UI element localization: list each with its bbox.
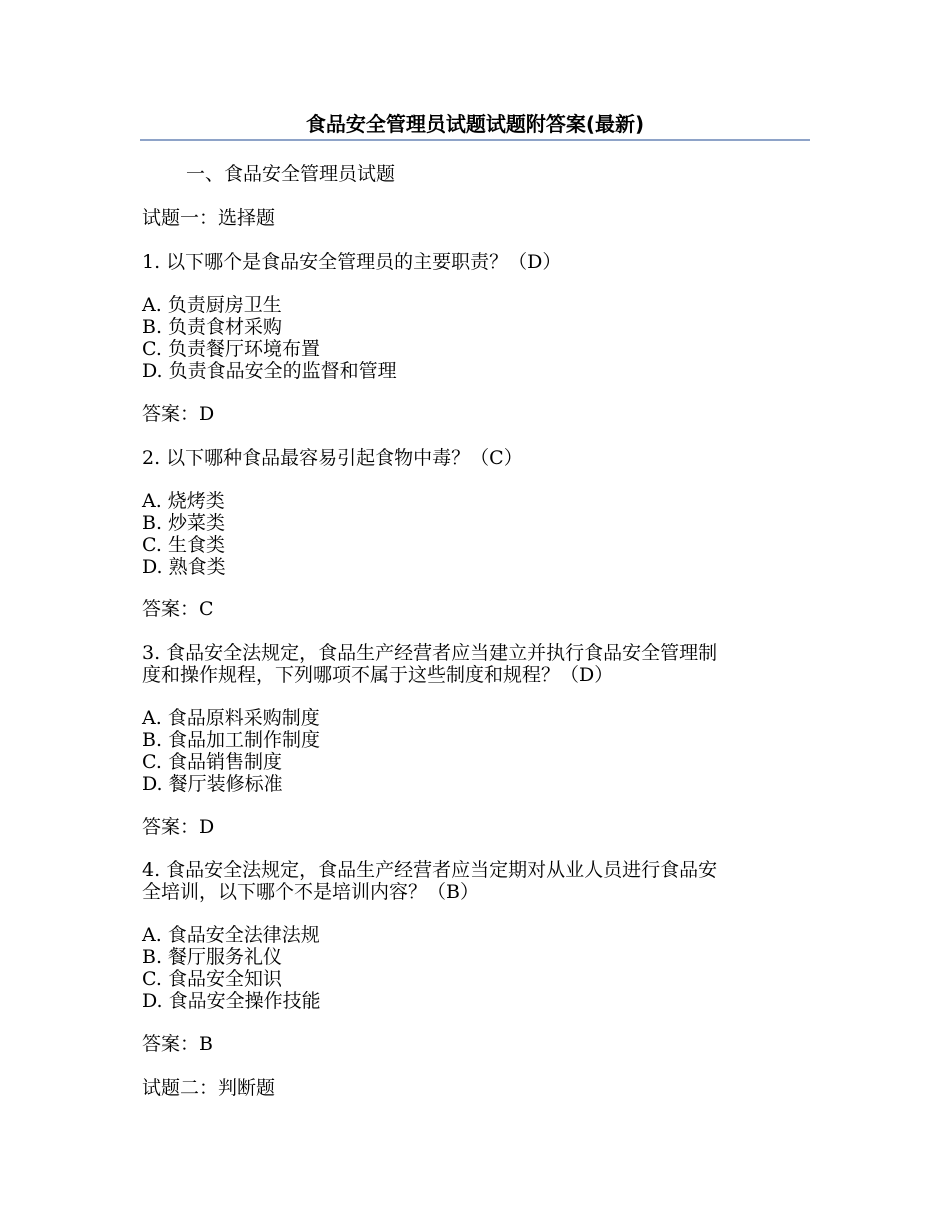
option: A. 负责厨房卫生: [142, 294, 282, 316]
title-underline: [140, 139, 810, 141]
question-2-stem: 2. 以下哪种食品最容易引起食物中毒？（C）: [142, 447, 523, 469]
option: C. 食品安全知识: [142, 968, 282, 990]
question-3-stem: [142, 642, 717, 686]
option: D. 餐厅装修标准: [142, 773, 283, 795]
option: A. 食品原料采购制度: [142, 707, 320, 729]
stem-line: 全培训，以下哪个不是培训内容？（B）: [142, 881, 479, 903]
option: A. 烧烤类: [142, 490, 225, 512]
option: B. 炒菜类: [142, 512, 226, 534]
question-4-stem: [142, 859, 717, 903]
question-1-answer: 答案：D: [142, 403, 215, 425]
question-1-options: [142, 294, 397, 382]
part1-heading: 试题一：选择题: [142, 207, 276, 229]
question-3-answer: 答案：D: [142, 816, 215, 838]
option: C. 食品销售制度: [142, 751, 282, 773]
option: B. 负责食材采购: [142, 316, 283, 338]
option: C. 生食类: [142, 534, 225, 556]
option: C. 负责餐厅环境布置: [142, 338, 320, 360]
part2-heading: 试题二：判断题: [142, 1077, 276, 1099]
option: B. 食品加工制作制度: [142, 729, 321, 751]
option: D. 负责食品安全的监督和管理: [142, 360, 397, 382]
section-heading: 一、食品安全管理员试题: [186, 163, 396, 185]
option: D. 食品安全操作技能: [142, 990, 321, 1012]
question-2-options: [142, 490, 226, 578]
option: B. 餐厅服务礼仪: [142, 946, 283, 968]
question-4-options: [142, 924, 321, 1012]
option: A. 食品安全法律法规: [142, 924, 320, 946]
document-title: 食品安全管理员试题试题附答案(最新): [305, 112, 645, 136]
question-3-options: [142, 707, 320, 795]
question-4-answer: 答案：B: [142, 1033, 213, 1055]
option: D. 熟食类: [142, 556, 226, 578]
stem-line: 4. 食品安全法规定，食品生产经营者应当定期对从业人员进行食品安: [142, 859, 718, 881]
question-1-stem: 1. 以下哪个是食品安全管理员的主要职责？（D）: [142, 251, 562, 273]
stem-line: 3. 食品安全法规定，食品生产经营者应当建立并执行食品安全管理制: [142, 642, 718, 664]
stem-line: 度和操作规程，下列哪项不属于这些制度和规程？（D）: [142, 664, 614, 686]
question-2-answer: 答案：C: [142, 598, 214, 620]
